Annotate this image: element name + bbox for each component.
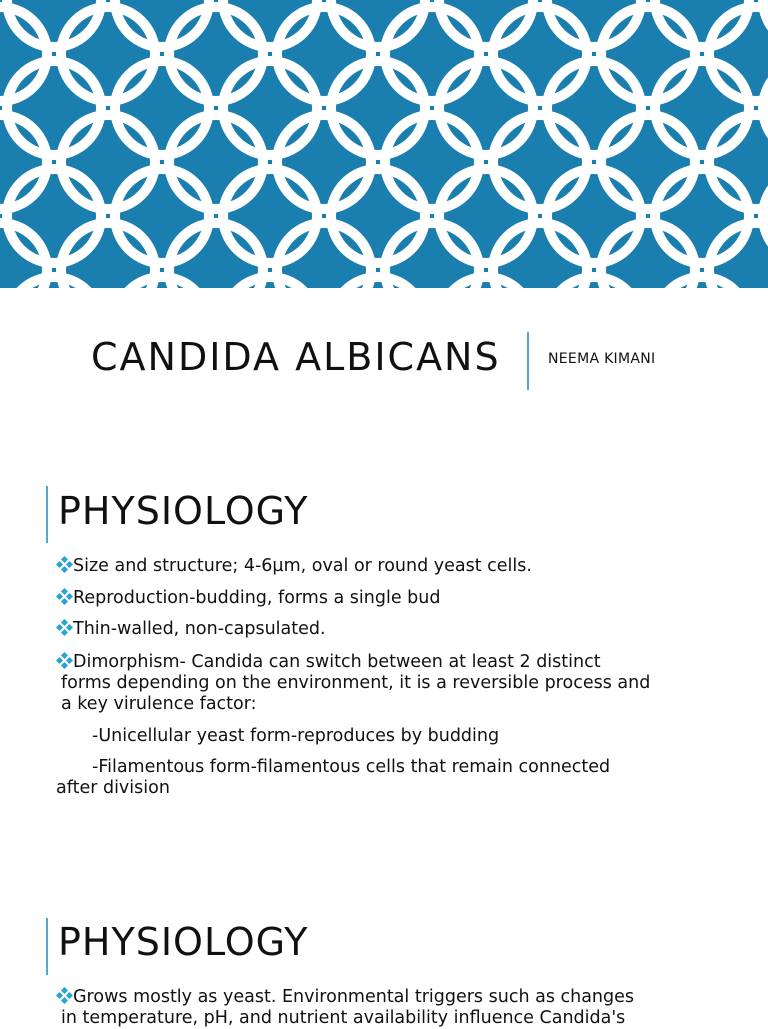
four-diamond-bullet-icon [57, 589, 72, 604]
four-diamond-bullet-icon [57, 620, 72, 635]
four-diamond-bullet-icon [57, 653, 72, 668]
circle-lattice-pattern [0, 0, 768, 288]
heading-accent-line [46, 918, 48, 975]
bullet-text: Dimorphism- Candida can switch between at least 2 distinct [73, 652, 601, 672]
slide-heading: PHYSIOLOGY [58, 489, 309, 533]
bullet-text-continuation: forms depending on the environment, it is a reversible process and [61, 673, 651, 693]
four-diamond-bullet-icon [57, 557, 72, 572]
bullet-text: Grows mostly as yeast. Environmental triggers such as changes [73, 987, 635, 1007]
bullet-text-continuation: a key virulence factor: [61, 694, 257, 714]
slide-heading: PHYSIOLOGY [58, 920, 309, 964]
header-pattern-banner [0, 0, 768, 288]
sub-item-text: -Filamentous form-filamentous cells that remain connected [92, 757, 611, 777]
sub-item-text: -Unicellular yeast form-reproduces by budding [92, 726, 500, 746]
title-divider [527, 332, 529, 390]
bullet-text: Thin-walled, non-capsulated. [73, 619, 326, 639]
bullet-text-continuation: in temperature, pH, and nutrient availability influence Candida's [61, 1008, 626, 1028]
author-name: NEEMA KIMANI [548, 351, 656, 367]
sub-item-text-continuation: after division [56, 778, 170, 798]
bullet-text: Size and structure; 4-6µm, oval or round yeast cells. [73, 556, 532, 576]
bullet-text: Reproduction-budding, forms a single bud [73, 588, 441, 608]
presentation-title: CANDIDA ALBICANS [91, 335, 501, 379]
four-diamond-bullet-icon [57, 988, 72, 1003]
heading-accent-line [46, 486, 48, 543]
